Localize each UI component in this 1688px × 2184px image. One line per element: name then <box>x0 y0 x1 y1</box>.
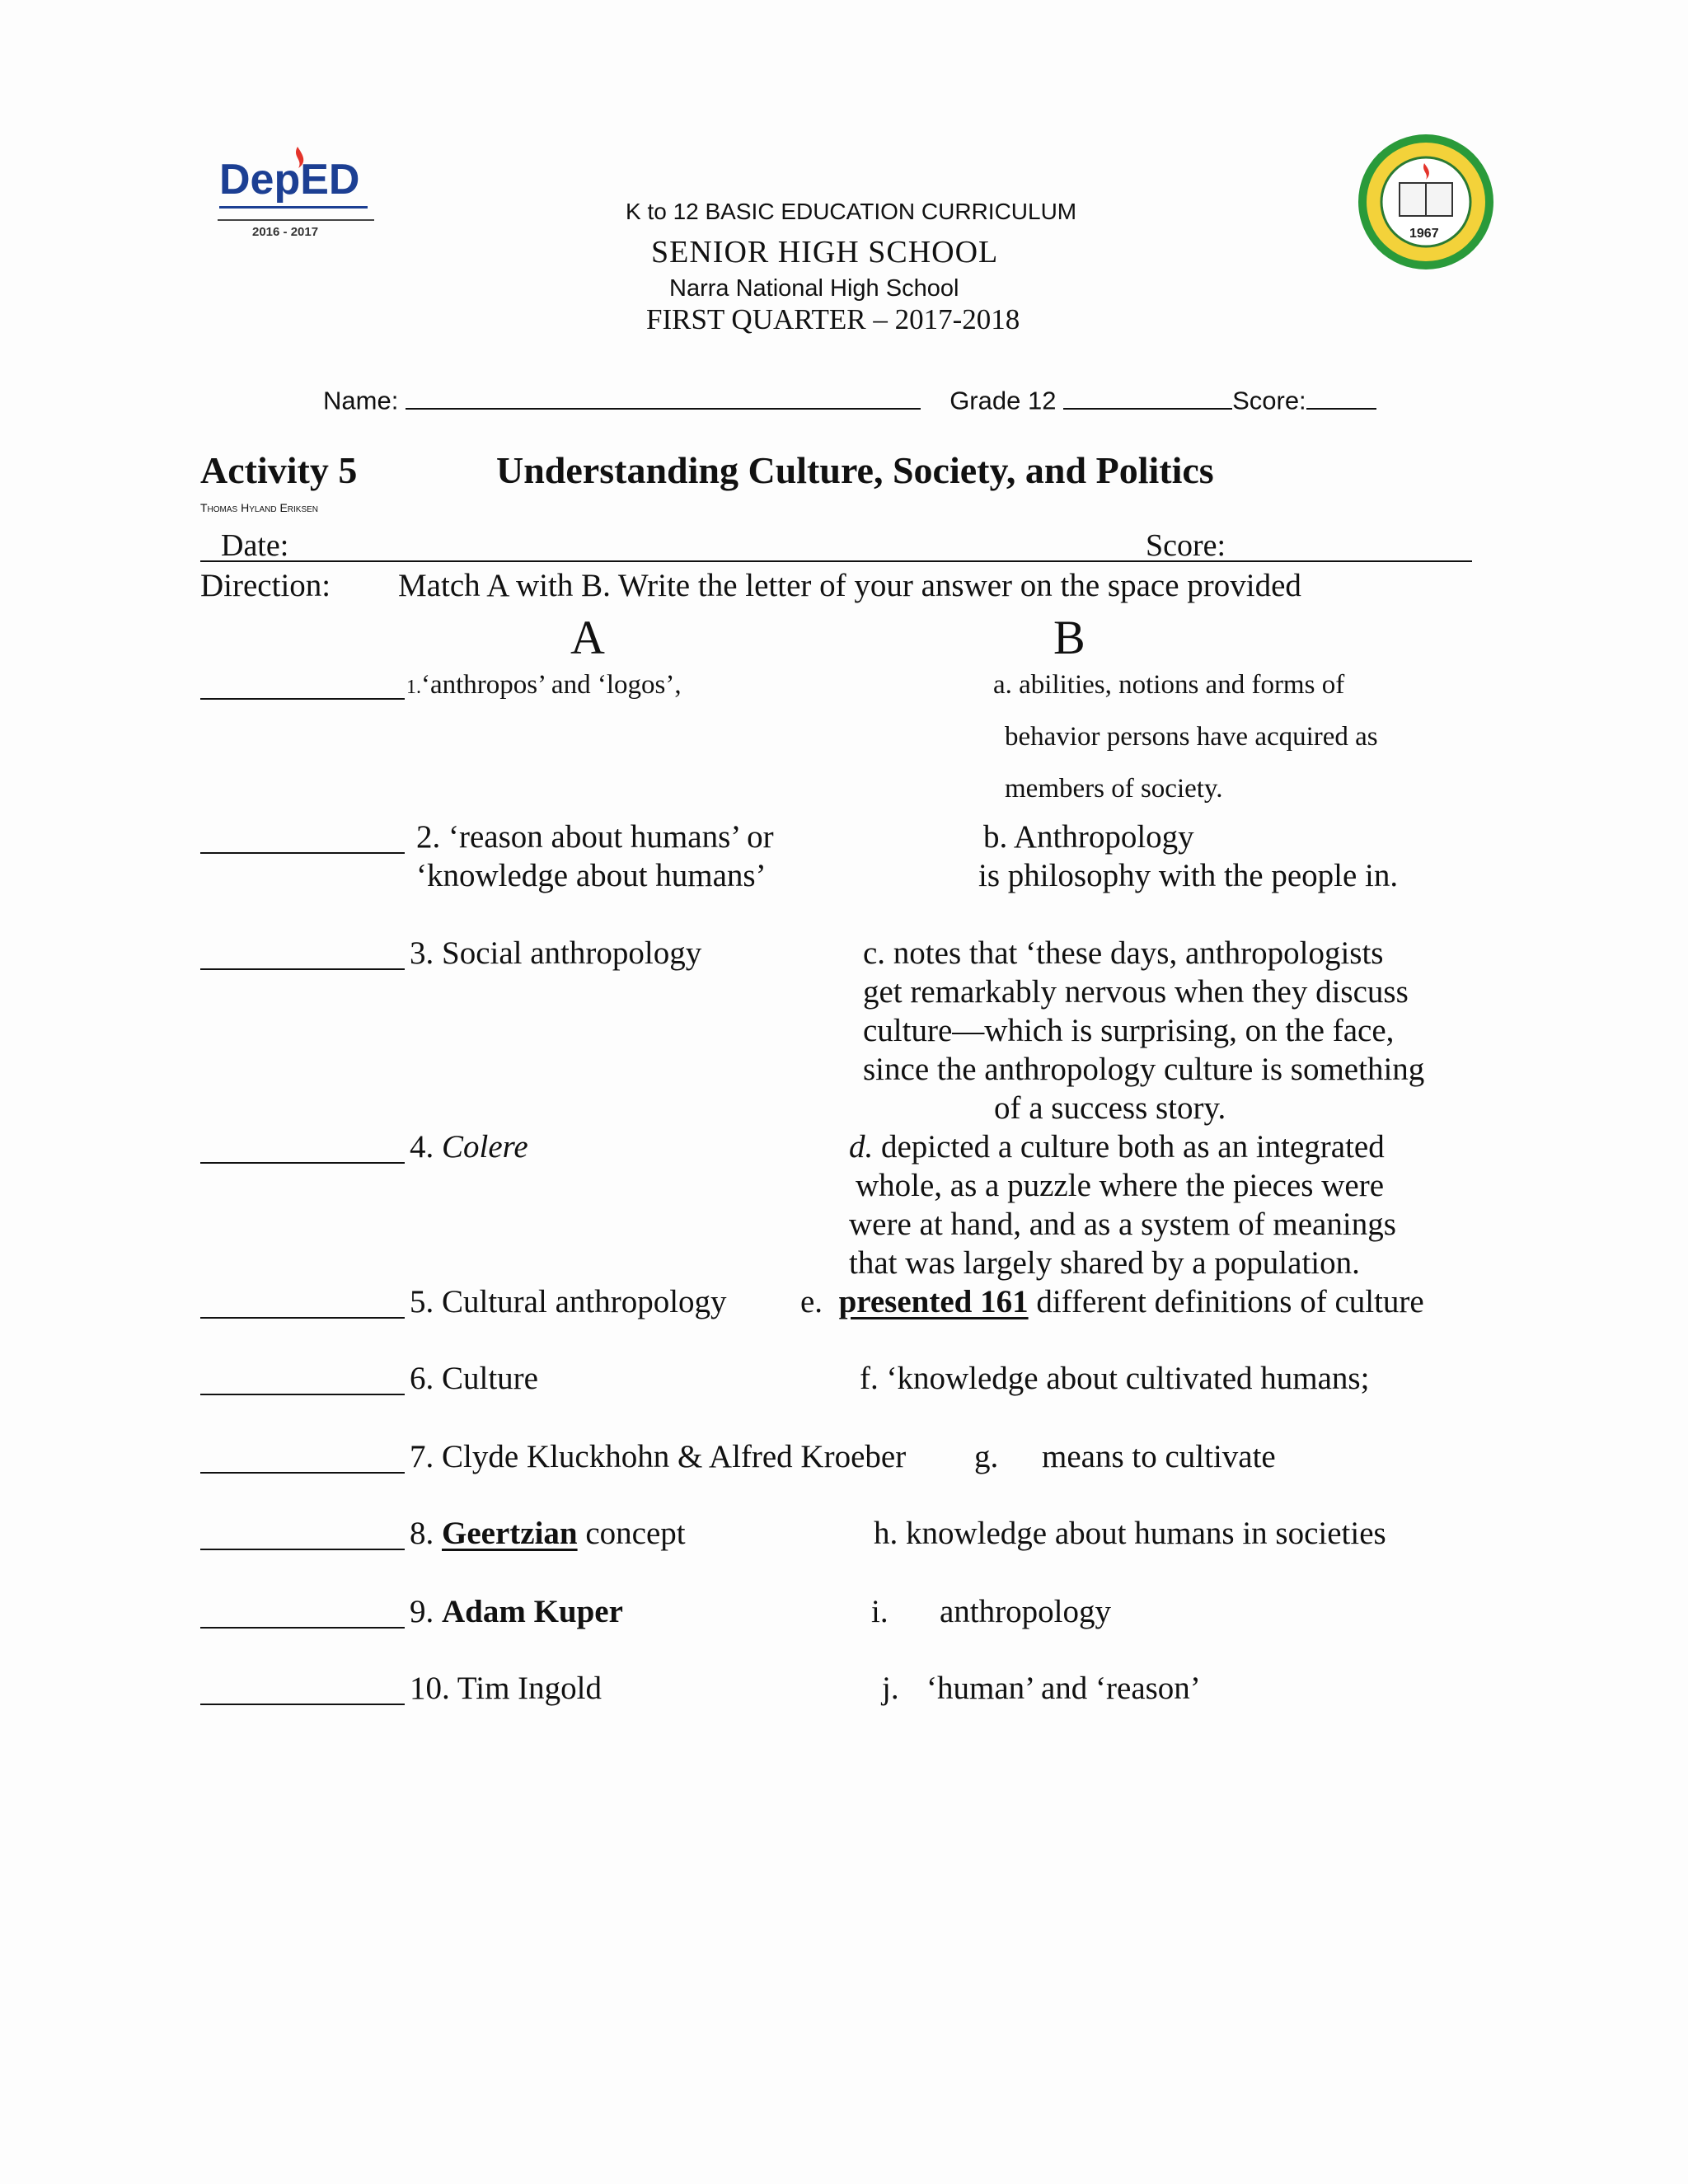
item-a-3 <box>410 935 701 972</box>
item-a-3-num: 3. <box>410 935 434 971</box>
grade-field[interactable] <box>1063 381 1232 410</box>
deped-logo-text: DepED <box>219 156 360 204</box>
seal-year: 1967 <box>1409 227 1439 241</box>
item-b-e-bold: presented 161 <box>838 1284 1029 1319</box>
item-a-10 <box>410 1670 602 1707</box>
school-seal <box>1352 132 1500 272</box>
score-field-top[interactable] <box>1306 381 1376 410</box>
item-b-j-letter: j. <box>882 1671 899 1706</box>
score-label: Score: <box>1146 528 1226 563</box>
item-a-6-num: 6. <box>410 1361 434 1396</box>
item-b-g-text: means to cultivate <box>1042 1439 1276 1474</box>
column-b-header: B <box>1053 611 1085 664</box>
item-b-c-line5: of a success story. <box>994 1090 1226 1126</box>
item-b-c-line4: since the anthropology culture is something <box>863 1052 1425 1087</box>
item-a-8-num: 8. <box>410 1516 434 1551</box>
answer-blank-1[interactable] <box>200 698 405 700</box>
item-b-d-line3: were at hand, and as a system of meanings <box>849 1207 1396 1242</box>
answer-blank-6[interactable] <box>200 1394 405 1395</box>
item-a-1-text: ‘anthropos’ and ‘logos’, <box>421 670 682 700</box>
item-a-3-text: Social anthropology <box>442 935 702 971</box>
item-a-9 <box>410 1593 623 1630</box>
item-a-1 <box>406 670 682 701</box>
name-label: Name: <box>323 386 399 415</box>
activity-title: Understanding Culture, Society, and Politics <box>496 449 1214 491</box>
item-b-i-letter: i. <box>871 1594 889 1629</box>
item-a-5-text: Cultural anthropology <box>442 1284 727 1319</box>
school-name: Narra National High School <box>669 275 959 302</box>
item-a-10-num: 10. <box>410 1671 450 1706</box>
item-b-c-line1: c. notes that ‘these days, anthropologists <box>863 935 1384 971</box>
item-a-9-num: 9. <box>410 1594 434 1629</box>
item-b-i-text: anthropology <box>940 1594 1111 1629</box>
item-b-d-line2: whole, as a puzzle where the pieces were <box>856 1168 1385 1203</box>
item-a-1-num: 1. <box>406 677 421 698</box>
item-a-2-line2: ‘knowledge about humans’ <box>416 858 767 893</box>
school-level: SENIOR HIGH SCHOOL <box>651 235 999 269</box>
score-label-top: Score: <box>1232 386 1306 415</box>
item-b-h: h. knowledge about humans in societies <box>874 1516 1386 1551</box>
column-a-header: A <box>570 611 605 664</box>
item-b-g-letter: g. <box>974 1439 999 1474</box>
item-b-e-letter: e. <box>800 1284 823 1319</box>
item-b-b-line1: b. Anthropology <box>983 819 1194 855</box>
answer-blank-5[interactable] <box>200 1317 405 1319</box>
item-a-7-text: Clyde Kluckhohn & Alfred Kroeber <box>442 1439 907 1474</box>
answer-blank-7[interactable] <box>200 1472 405 1474</box>
item-a-10-text: Tim Ingold <box>457 1671 602 1706</box>
item-b-a-line1: a. abilities, notions and forms of <box>993 670 1345 700</box>
item-b-d-line1 <box>849 1128 1385 1165</box>
date-label: Date: <box>221 528 289 563</box>
item-a-4-num: 4. <box>410 1129 434 1165</box>
item-b-c-line2: get remarkably nervous when they discuss <box>863 974 1409 1010</box>
item-a-2 <box>416 818 774 855</box>
curriculum-title: K to 12 BASIC EDUCATION CURRICULUM <box>626 199 1077 224</box>
student-info-line <box>323 381 1376 416</box>
item-a-8-text: concept <box>585 1516 686 1551</box>
item-b-e-rest: different definitions of culture <box>1036 1284 1424 1319</box>
activity-author: Thomas Hyland Eriksen <box>200 501 319 514</box>
direction-label: Direction: <box>200 568 331 603</box>
deped-logo-years: 2016 - 2017 <box>252 225 319 239</box>
answer-blank-3[interactable] <box>200 968 405 970</box>
item-a-7-num: 7. <box>410 1439 434 1474</box>
name-field[interactable] <box>406 381 921 410</box>
item-b-d-line4: that was largely shared by a population. <box>849 1245 1360 1281</box>
item-a-5-num: 5. <box>410 1284 434 1319</box>
item-a-8-bold: Geertzian <box>442 1516 578 1551</box>
item-b-a-line3: members of society. <box>1005 774 1223 804</box>
deped-logo <box>213 140 377 239</box>
quarter-label: FIRST QUARTER – 2017-2018 <box>646 303 1020 335</box>
item-b-f: f. ‘knowledge about cultivated humans; <box>860 1361 1370 1396</box>
item-b-c-line3: culture—which is surprising, on the face, <box>863 1013 1395 1048</box>
answer-blank-8[interactable] <box>200 1549 405 1550</box>
answer-blank-9[interactable] <box>200 1627 405 1629</box>
item-a-6 <box>410 1360 538 1397</box>
item-b-e <box>800 1283 1424 1320</box>
answer-blank-2[interactable] <box>200 852 405 854</box>
item-a-2-line1: ‘reason about humans’ or <box>448 819 774 855</box>
item-a-7 <box>410 1438 906 1475</box>
item-a-2-num: 2. <box>416 819 441 855</box>
item-b-d-text1: depicted a culture both as an integrated <box>881 1129 1385 1165</box>
item-a-4 <box>410 1128 528 1165</box>
item-a-6-text: Culture <box>442 1361 538 1396</box>
answer-blank-10[interactable] <box>200 1704 405 1705</box>
item-b-j-text: ‘human’ and ‘reason’ <box>926 1671 1201 1706</box>
item-a-5 <box>410 1283 727 1320</box>
item-b-b-line2: is philosophy with the people in. <box>978 858 1399 893</box>
item-a-9-text: Adam Kuper <box>442 1594 623 1629</box>
activity-number: Activity 5 <box>200 449 358 491</box>
date-score-line[interactable] <box>200 560 1472 562</box>
grade-label: Grade 12 <box>950 386 1057 415</box>
item-a-8 <box>410 1515 686 1552</box>
answer-blank-4[interactable] <box>200 1162 405 1164</box>
item-b-a-line2: behavior persons have acquired as <box>1005 722 1378 752</box>
item-a-4-text: Colere <box>442 1129 528 1165</box>
item-b-d-letter: d. <box>849 1129 874 1165</box>
direction-text: Match A with B. Write the letter of your answer on the space provided <box>398 568 1301 603</box>
